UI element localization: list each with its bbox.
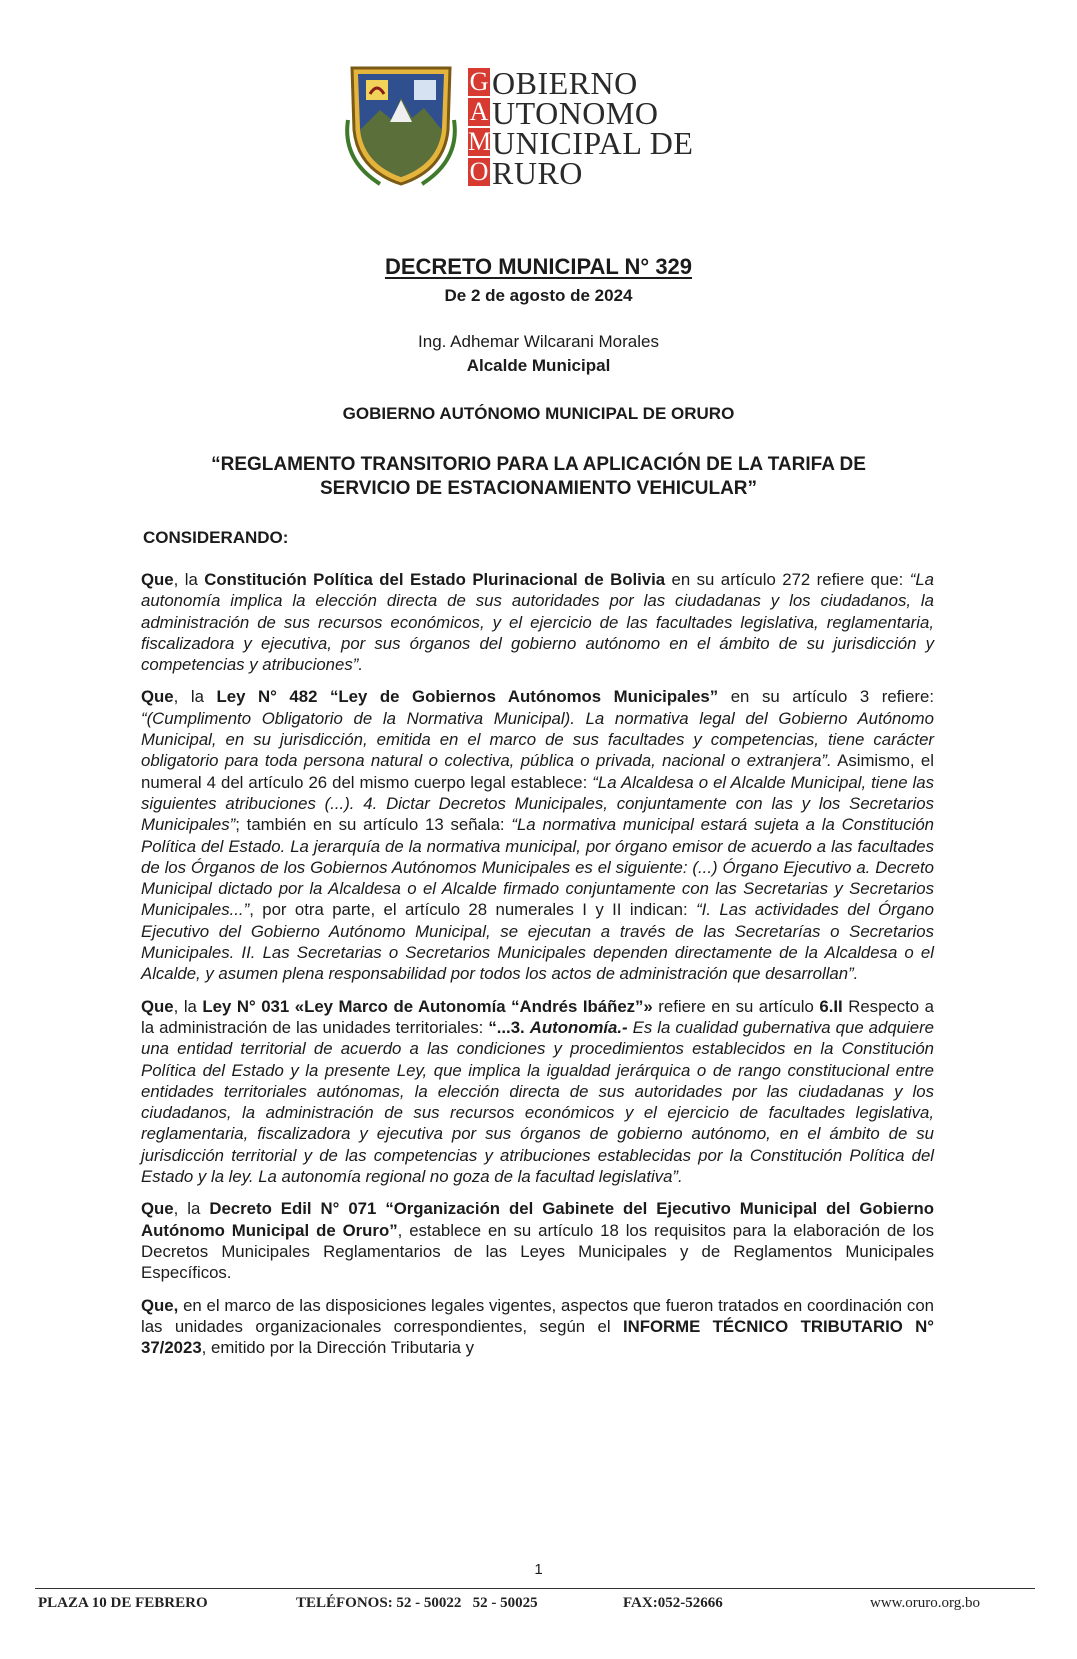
- decree-date: De 2 de agosto de 2024: [444, 286, 633, 305]
- footer-address: PLAZA 10 DE FEBRERO: [38, 1595, 208, 1611]
- footer-fax: FAX:052-52666: [623, 1595, 723, 1611]
- institution-name-line: UNICIPAL DE: [492, 125, 694, 161]
- signatory-name: Ing. Adhemar Wilcarani Morales: [418, 332, 659, 351]
- acronym-letter: A: [469, 97, 489, 126]
- institution-name-line: OBIERNO: [492, 65, 638, 101]
- institution-name-line: RURO: [492, 155, 583, 191]
- footer-divider: [35, 1588, 1035, 1589]
- institution-name-line: UTONOMO: [492, 95, 659, 131]
- acronym-letter: O: [469, 157, 489, 186]
- decree-subject: [0, 453, 1077, 501]
- footer-phones: TELÉFONOS: 52 - 50022 52 - 50025: [296, 1595, 538, 1611]
- considerando-paragraph: Que, la Ley N° 031 «Ley Marco de Autonomía “Andrés Ibáñez”» refiere en su artículo 6.II Respecto a la administración de las unidades territoriales: “...3. Autonomía.- Es la cualidad gubernativa que adquiere una entidad territorial de acuerdo a las condiciones y procedimientos establecidos en la Constitución Política del Estado y la presente Ley, que implica la igualdad jerárquica o de rango constitucional entre entidades territoriales autónomas, la elección directa de sus autoridades por las ciudadanas y los ciudadanos, la administración de sus recursos económicos y el ejercicio de facultades legislativa, reglamentaria, fiscalizadora y ejecutiva por sus órganos de gobierno autónomo, en el ámbito de su jurisdicción territorial y de las competencias y atribuciones establecidas por la Constitución Política del Estado y la ley. La autonomía regional no goza de la facultad legislativa”.: [141, 996, 934, 1187]
- page-number: 1: [534, 1561, 543, 1578]
- decree-subject-line: SERVICIO DE ESTACIONAMIENTO VEHICULAR”: [319, 478, 758, 499]
- decree-body: [141, 569, 934, 1369]
- considerando-paragraph: Que, en el marco de las disposiciones legales vigentes, aspectos que fueron tratados en coordinación con las unidades organizacionales correspondientes, según el INFORME TÉCNICO TRIBUTARIO N° 37/2023, emitido por la Dirección Tributaria y: [141, 1295, 935, 1358]
- acronym-letter: M: [468, 127, 492, 156]
- letterhead: [340, 60, 740, 200]
- coat-of-arms-emblem: [340, 60, 462, 190]
- considerando-paragraph: Que, la Decreto Edil N° 071 “Organización del Gabinete del Ejecutivo Municipal del Gobierno Autónomo Municipal de Oruro”, establece en su artículo 18 los requisitos para la elaboración de los Decretos Municipales Reglamentarios de las Leyes Municipales y de Reglamentos Municipales Específicos.: [141, 1199, 934, 1283]
- decree-title: DECRETO MUNICIPAL N° 329: [384, 254, 693, 279]
- considerando-paragraph: Que, la Constitución Política del Estado Plurinacional de Bolivia en su artículo 272 refiere que: “La autonomía implica la elección directa de sus autoridades por las ciudadanas y los ciudadanos, la administración de sus recursos económicos, y el ejercicio de las facultades legislativa, reglamentaria, fiscalizadora y ejecutiva, por sus órganos del gobierno autónomo en el ámbito de su jurisdicción y competencias y atribuciones”.: [141, 570, 934, 675]
- acronym-block: [468, 68, 490, 188]
- government-name: GOBIERNO AUTÓNOMO MUNICIPAL DE ORURO: [342, 404, 735, 423]
- acronym-letter: G: [469, 67, 489, 96]
- signatory-role: Alcalde Municipal: [466, 356, 611, 375]
- decree-subject-line: “REGLAMENTO TRANSITORIO PARA LA APLICACIÓN DE LA TARIFA DE: [211, 454, 866, 475]
- footer-website: www.oruro.org.bo: [870, 1595, 980, 1611]
- considerando-heading: CONSIDERANDO:: [143, 528, 289, 547]
- institution-name: [492, 65, 694, 191]
- considerando-paragraph: Que, la Ley N° 482 “Ley de Gobiernos Autónomos Municipales” en su artículo 3 refiere: “(Cumplimento Obligatorio de la Normativa Municipal). La normativa legal del Gobierno Autónomo Municipal, en su jurisdicción, emitida en el marco de sus facultades y competencias, tiene carácter obligatorio para toda persona natural o colectiva, pública o privada, nacional o extranjera”. Asimismo, el numeral 4 del artículo 26 del mismo cuerpo legal establece: “La Alcaldesa o el Alcalde Municipal, tiene las siguientes atribuciones (...). 4. Dictar Decretos Municipales, conjuntamente con las y los Secretarios Municipales”; también en su artículo 13 señala: “La normativa municipal estará sujeta a la Constitución Política del Estado. La jerarquía de la normativa municipal, por órgano emisor de acuerdo a las facultades de los Órganos de los Gobiernos Autónomos Municipales es el siguiente: (...) Órgano Ejecutivo a. Decreto Municipal dictado por la Alcaldesa o el Alcalde firmado conjuntamente con las Secretarias y Secretarios Municipales...”, por otra parte, el artículo 28 numerales I y II indican: “I. Las actividades del Órgano Ejecutivo del Gobierno Autónomo Municipal, se ejecutan a través de las Secretarías o Secretarios Municipales. II. Las Secretarias o Secretarios Municipales dependen directamente de la Alcaldesa o el Alcalde, y asumen plena responsabilidad por todos los actos de administración que desarrollan”.: [141, 687, 935, 984]
